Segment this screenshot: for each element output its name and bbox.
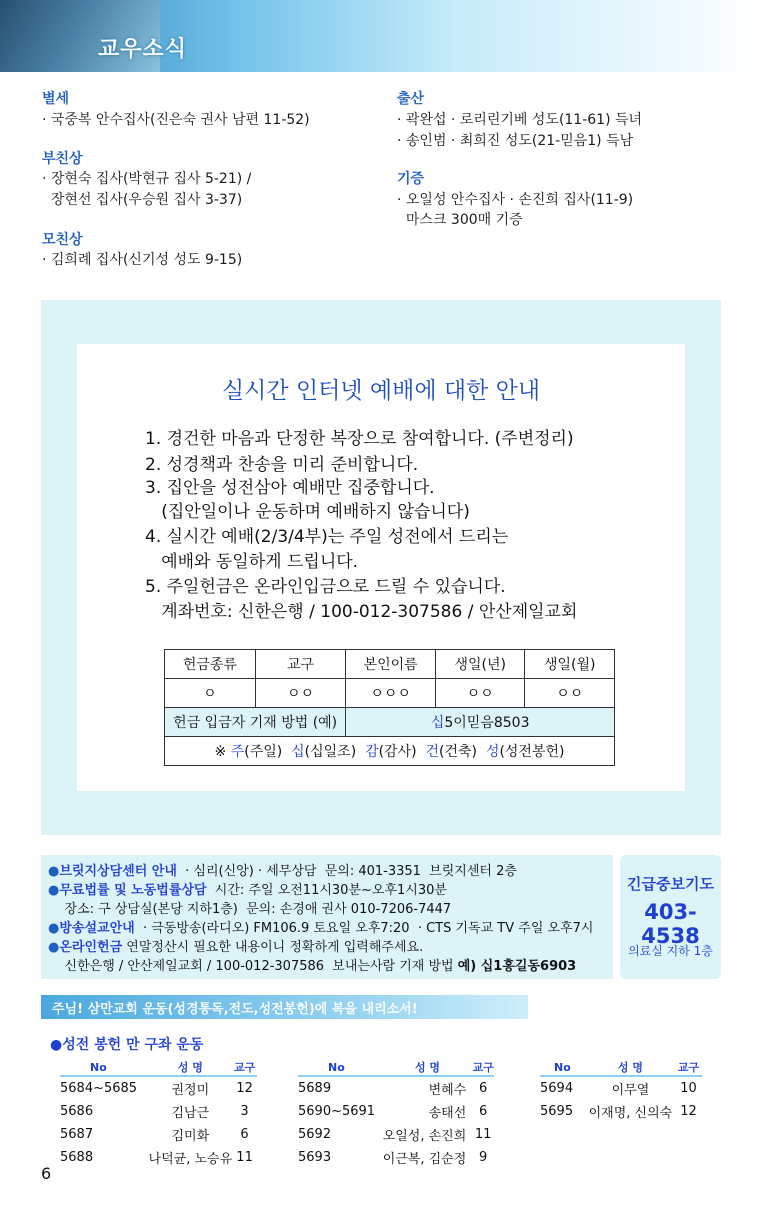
table-row xyxy=(60,1100,257,1123)
cell-name: 오일성, 손진희 xyxy=(382,1129,467,1144)
legend-mark: ※ xyxy=(214,744,231,760)
news-line: 마스크 300매 기증 xyxy=(397,212,523,228)
table-row xyxy=(540,1076,702,1100)
header-district: 교구 xyxy=(233,1061,256,1074)
cell-no: 5690~5691 xyxy=(298,1104,376,1119)
method-label-cell xyxy=(165,708,346,737)
banner-text: 주님! 삼만교회 운동(성경통독,전도,성전봉헌)에 복을 내리소서! xyxy=(52,1002,418,1017)
bullet-icon: ● xyxy=(48,864,60,879)
table-row xyxy=(165,737,615,766)
cell-district: 12 xyxy=(680,1104,697,1119)
info-text: · 심리(신앙) · 세무상담 문의: 401-3351 브릿지센터 2층 xyxy=(176,864,517,879)
legend-desc: (건축) xyxy=(439,744,477,760)
notice-line: 2. 성경책과 찬송을 미리 준비합니다. xyxy=(145,455,419,475)
cell-no: 5689 xyxy=(298,1081,332,1096)
method-example: 5이믿음8503 xyxy=(444,715,530,731)
table-header-cell: 헌금종류 xyxy=(165,650,256,679)
table-header-cell: 교구 xyxy=(255,650,346,679)
cell-name: 나덕균, 노승유 xyxy=(148,1152,233,1167)
info-line xyxy=(48,898,451,917)
info-line xyxy=(48,879,447,898)
cell-name: 이무열 xyxy=(611,1083,650,1098)
cell-district: 11 xyxy=(236,1150,253,1165)
header-district: 교구 xyxy=(472,1061,494,1074)
table-row xyxy=(298,1100,494,1123)
donation-format-table xyxy=(164,649,615,766)
table-row xyxy=(60,1123,257,1146)
table-row xyxy=(298,1076,494,1100)
info-line xyxy=(48,936,423,955)
table-row xyxy=(540,1100,702,1123)
offering-title: ●성전 봉헌 만 구좌 운동 xyxy=(50,1037,204,1053)
offering-table-2 xyxy=(298,1059,494,1169)
bullet-icon: ● xyxy=(48,921,60,936)
table-row xyxy=(298,1146,494,1169)
legend-desc: (주일) xyxy=(244,744,283,760)
table-cell: ㅇㅇㅇ xyxy=(346,679,436,708)
legend-desc: (성전봉헌) xyxy=(499,744,565,760)
info-text: · 극동방송(라디오) FM106.9 토요일 오후7:20 · CTS 기독교 TV 주일 오후7시 xyxy=(134,921,594,936)
cell-no: 5684~5685 xyxy=(60,1081,138,1096)
news-line: · 곽완섭 · 로리린기베 성도(11-61) 득녀 xyxy=(397,112,643,128)
notice-line: 5. 주일헌금은 온라인입금으로 드릴 수 있습니다. xyxy=(145,577,506,597)
news-heading-father: 부친상 xyxy=(42,151,83,167)
table-cell: ㅇㅇ xyxy=(525,679,615,708)
table-cell: ㅇㅇ xyxy=(435,679,525,708)
cell-name: 김미화 xyxy=(171,1129,210,1144)
method-example-cell xyxy=(346,708,615,737)
news-heading-birth: 출산 xyxy=(397,91,425,107)
info-line xyxy=(48,860,517,879)
news-line: · 김희례 집사(신기성 성도 9-15) xyxy=(42,252,243,268)
cell-name: 송태선 xyxy=(428,1106,467,1121)
legend-key: 주 xyxy=(230,744,245,760)
cell-no: 5692 xyxy=(298,1127,332,1142)
table-row xyxy=(60,1146,257,1169)
cell-district: 6 xyxy=(479,1104,488,1119)
table-header-cell: 본인이름 xyxy=(346,650,436,679)
table-header-cell: 생일(년) xyxy=(435,650,525,679)
notice-title: 실시간 인터넷 예배에 대한 안내 xyxy=(221,378,541,404)
cell-district: 6 xyxy=(240,1127,249,1142)
table-cell: ㅇ xyxy=(165,679,256,708)
bullet-icon: ● xyxy=(48,940,60,955)
news-line: · 오일성 안수집사 · 손진희 집사(11-9) xyxy=(397,192,634,208)
header-no: No xyxy=(60,1059,149,1076)
cell-no: 5686 xyxy=(60,1104,94,1119)
info-line xyxy=(48,917,593,936)
news-heading-donation: 기증 xyxy=(397,171,425,187)
table-header-row xyxy=(540,1059,702,1076)
legend-desc: (십일조) xyxy=(304,744,357,760)
legend-key: 감 xyxy=(365,744,379,760)
legend-key: 성 xyxy=(485,744,500,760)
offering-table-3 xyxy=(540,1059,702,1123)
method-label: 헌금 입금자 기재 방법 (예) xyxy=(173,715,338,731)
table-header-row xyxy=(298,1059,494,1076)
header-name: 성 명 xyxy=(586,1059,675,1076)
cell-name: 이재명, 신의숙 xyxy=(588,1106,673,1121)
table-header-cell: 생일(월) xyxy=(525,650,615,679)
header-district: 교구 xyxy=(675,1059,702,1076)
table-row xyxy=(165,708,615,737)
legend-key: 건 xyxy=(425,744,440,760)
info-heading: 방송설교안내 xyxy=(59,921,135,936)
header-name: 성 명 xyxy=(149,1059,233,1076)
news-heading-death: 별세 xyxy=(42,91,70,107)
prayer-location: 의료실 지하 1층 xyxy=(628,944,713,958)
cell-district: 12 xyxy=(236,1081,253,1096)
page-number: 6 xyxy=(41,1164,52,1183)
info-heading: 브릿지상담센터 안내 xyxy=(59,864,177,879)
header-no: No xyxy=(298,1059,383,1076)
notice-line: 예배와 동일하게 드립니다. xyxy=(145,552,359,572)
cell-no: 5695 xyxy=(540,1104,574,1119)
bullet-icon: ● xyxy=(48,883,60,898)
cell-no: 5687 xyxy=(60,1127,94,1142)
news-line: · 송인범 · 최희진 성도(21-믿음1) 득남 xyxy=(397,133,634,149)
method-example-prefix: 십 xyxy=(430,715,445,731)
news-line: 장현선 집사(우승원 집사 3-37) xyxy=(42,192,243,208)
cell-name: 이근복, 김순정 xyxy=(382,1152,467,1167)
news-line: · 장현숙 집사(박현규 집사 5-21) / xyxy=(42,171,252,187)
news-line: · 국중복 안수집사(진은숙 권사 남편 11-52) xyxy=(42,112,310,128)
offering-table-1 xyxy=(60,1059,257,1169)
info-example: 예) 십1홍길동6903 xyxy=(457,959,577,974)
notice-line: 4. 실시간 예배(2/3/4부)는 주일 성전에서 드리는 xyxy=(145,527,509,547)
page-title: 교우소식 xyxy=(98,37,188,62)
header-name: 성 명 xyxy=(383,1059,473,1076)
cell-district: 6 xyxy=(479,1081,488,1096)
table-cell: ㅇㅇ xyxy=(255,679,346,708)
notice-line: 3. 집안을 성전삼아 예배만 집중합니다. xyxy=(145,478,435,498)
cell-district: 10 xyxy=(680,1081,697,1096)
cell-no: 5693 xyxy=(298,1150,332,1165)
cell-name: 변혜수 xyxy=(428,1083,467,1098)
notice-line: (집안일이나 운동하며 예배하지 않습니다) xyxy=(145,502,470,522)
info-heading: 온라인헌금 xyxy=(59,940,123,955)
info-text: 장소: 구 상담실(본당 지하1층) 문의: 손경애 권사 010-7206-7447 xyxy=(48,902,452,917)
cell-no: 5694 xyxy=(540,1081,574,1096)
prayer-phone-number: 403-4538 xyxy=(641,900,700,948)
cell-name: 김남근 xyxy=(171,1106,210,1121)
table-row xyxy=(60,1076,257,1100)
info-text: 신한은행 / 안산제일교회 / 100-012-307586 보내는사람 기재 방법 xyxy=(48,959,458,974)
notice-line: 1. 경건한 마음과 단정한 복장으로 참여합니다. (주변정리) xyxy=(145,429,574,449)
table-row xyxy=(298,1123,494,1146)
cell-no: 5688 xyxy=(60,1150,94,1165)
legend-cell xyxy=(165,737,615,766)
cell-district: 9 xyxy=(479,1150,488,1165)
news-heading-mother: 모친상 xyxy=(42,232,83,248)
cell-district: 11 xyxy=(474,1127,492,1142)
table-header-row xyxy=(165,650,615,679)
prayer-title: 긴급중보기도 xyxy=(627,875,714,893)
cell-name: 권정미 xyxy=(171,1083,210,1098)
cell-district: 3 xyxy=(240,1104,249,1119)
table-row xyxy=(165,679,615,708)
header-no: No xyxy=(540,1059,586,1076)
info-line xyxy=(48,955,576,974)
legend-desc: (감사) xyxy=(378,744,417,760)
notice-line: 계좌번호: 신한은행 / 100-012-307586 / 안산제일교회 xyxy=(145,602,578,622)
info-text: 연말정산시 필요한 내용이니 정확하게 입력해주세요. xyxy=(122,940,424,955)
table-header-row xyxy=(60,1059,257,1076)
info-text: 시간: 주일 오전11시30분~오후1시30분 xyxy=(206,883,447,898)
info-heading: 무료법률 및 노동법률상담 xyxy=(59,883,207,898)
legend-key: 십 xyxy=(291,744,305,760)
